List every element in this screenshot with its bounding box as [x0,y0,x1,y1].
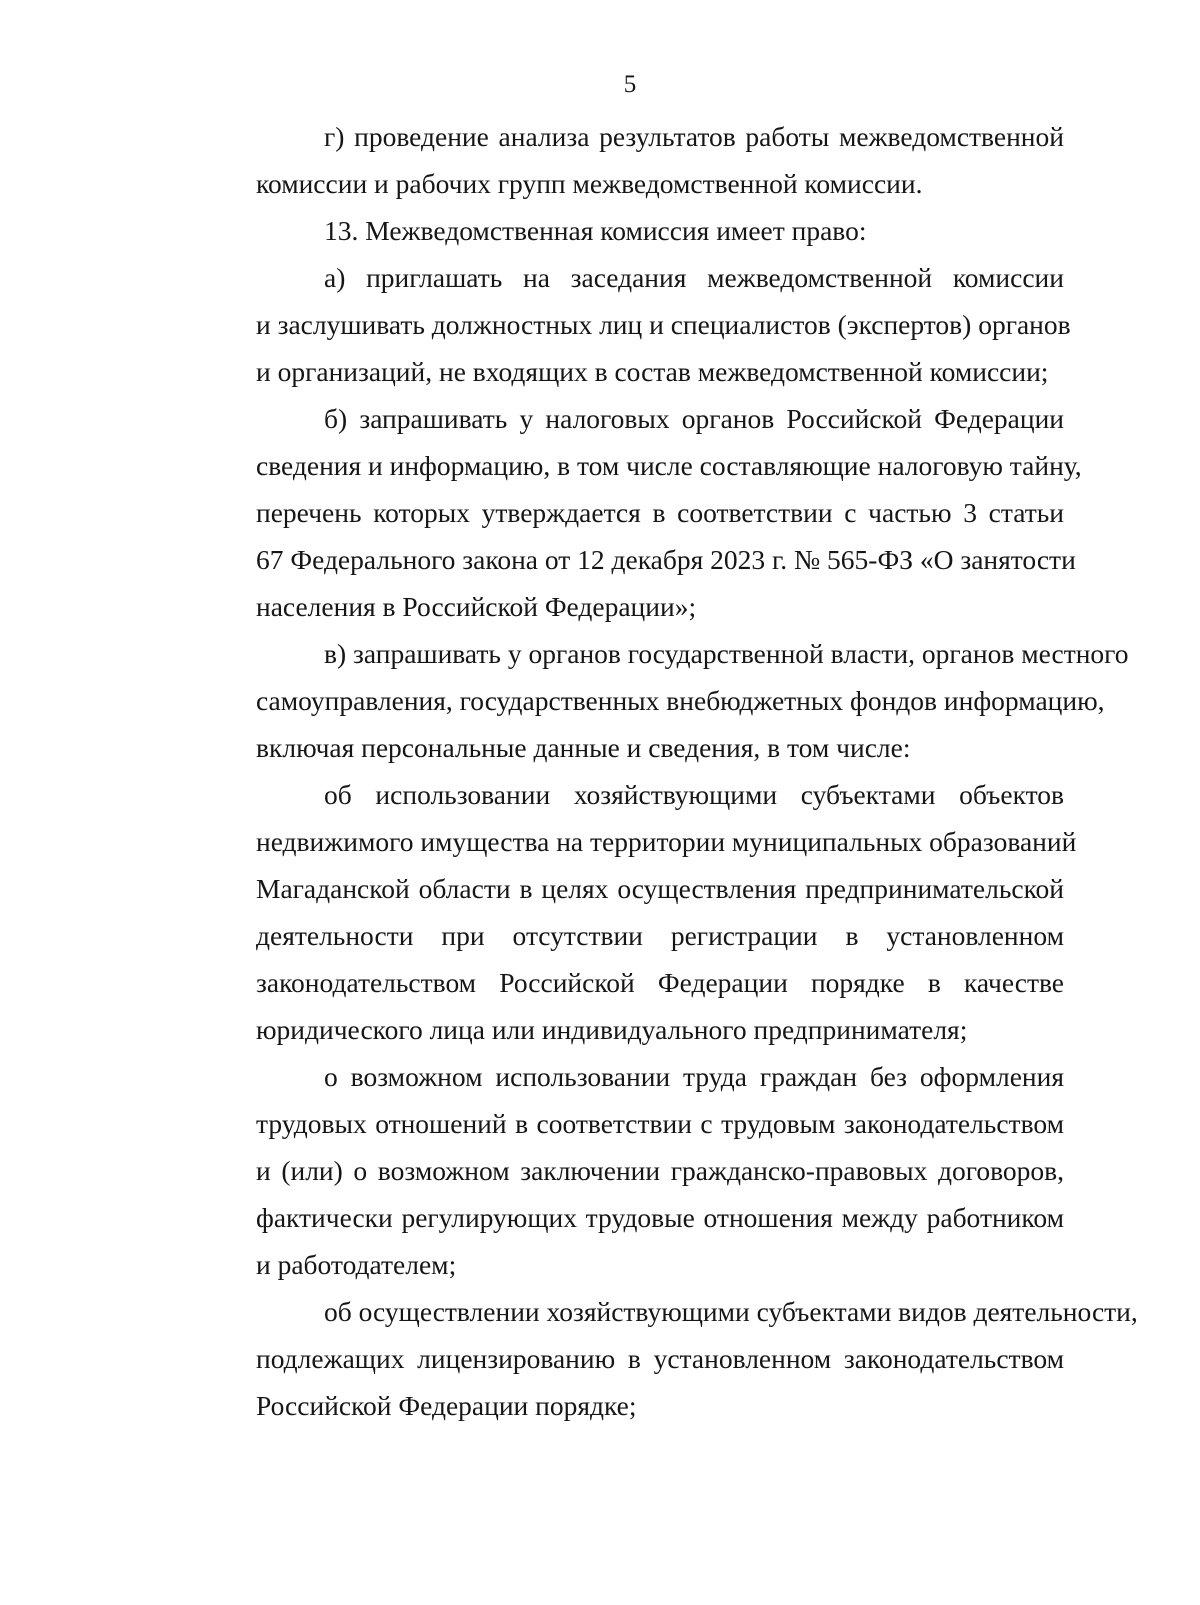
text-line: об осуществлении хозяйствующими субъектами видов деятельности, [324,1296,1138,1327]
page-number: 5 [623,71,637,98]
text-line: о возможном использовании труда граждан без оформления [324,1061,1064,1092]
text-line: включая персональные данные и сведения, в том числе: [256,732,911,763]
text-line: в) запрашивать у органов государственной власти, органов местного [324,638,1129,669]
text-line: а) приглашать на заседания межведомственной комиссии [324,262,1064,293]
text-line: Магаданской области в целях осуществления предпринимательской [256,873,1064,904]
text-line: трудовых отношений в соответствии с трудовым законодательством [256,1108,1064,1139]
text-line: самоуправления, государственных внебюджетных фондов информацию, [256,685,1105,716]
text-line: перечень которых утверждается в соответствии с частью 3 статьи [256,497,1064,528]
text-line: фактически регулирующих трудовые отношения между работником [256,1202,1064,1233]
text-line: и (или) о возможном заключении гражданско-правовых договоров, [256,1155,1064,1186]
text-line: населения в Российской Федерации»; [256,591,697,622]
text-line: об использовании хозяйствующими субъектами объектов [324,779,1064,810]
text-line: и заслушивать должностных лиц и специалистов (экспертов) органов [256,309,1071,340]
paragraph-item-b [188,395,1082,630]
paragraph-item-a [188,254,1071,395]
text-line: деятельности при отсутствии регистрации в установленном [256,920,1064,951]
paragraph-item-v [188,630,1129,771]
text-line: 13. Межведомственная комиссия имеет право: [324,215,867,246]
text-line: комиссии и рабочих групп межведомственной комиссии. [256,168,923,199]
text-line: Российской Федерации порядке; [256,1390,637,1421]
text-line: юридического лица или индивидуального предпринимателя; [256,1014,968,1045]
text-line: б) запрашивать у налоговых органов Российской Федерации [324,403,1064,434]
paragraph-labor-use [188,1053,1064,1288]
text-line: недвижимого имущества на территории муниципальных образований [256,826,1077,857]
text-line: подлежащих лицензированию в установленном законодательством [256,1343,1064,1374]
text-line: и работодателем; [256,1249,457,1280]
paragraph-clause-13 [188,207,1064,254]
document-body [188,113,1138,1429]
text-line: г) проведение анализа результатов работы межведомственной [324,121,1064,152]
paragraph-licensing [188,1288,1138,1429]
text-line: законодательством Российской Федерации порядке в качестве [256,967,1064,998]
paragraph-real-estate [188,771,1077,1053]
text-line: сведения и информацию, в том числе составляющие налоговую тайну, [256,450,1082,481]
paragraph-item-g [188,113,1064,207]
text-line: 67 Федерального закона от 12 декабря 2023 г. № 565-ФЗ «О занятости [256,544,1076,575]
text-line: и организаций, не входящих в состав межведомственной комиссии; [256,356,1049,387]
